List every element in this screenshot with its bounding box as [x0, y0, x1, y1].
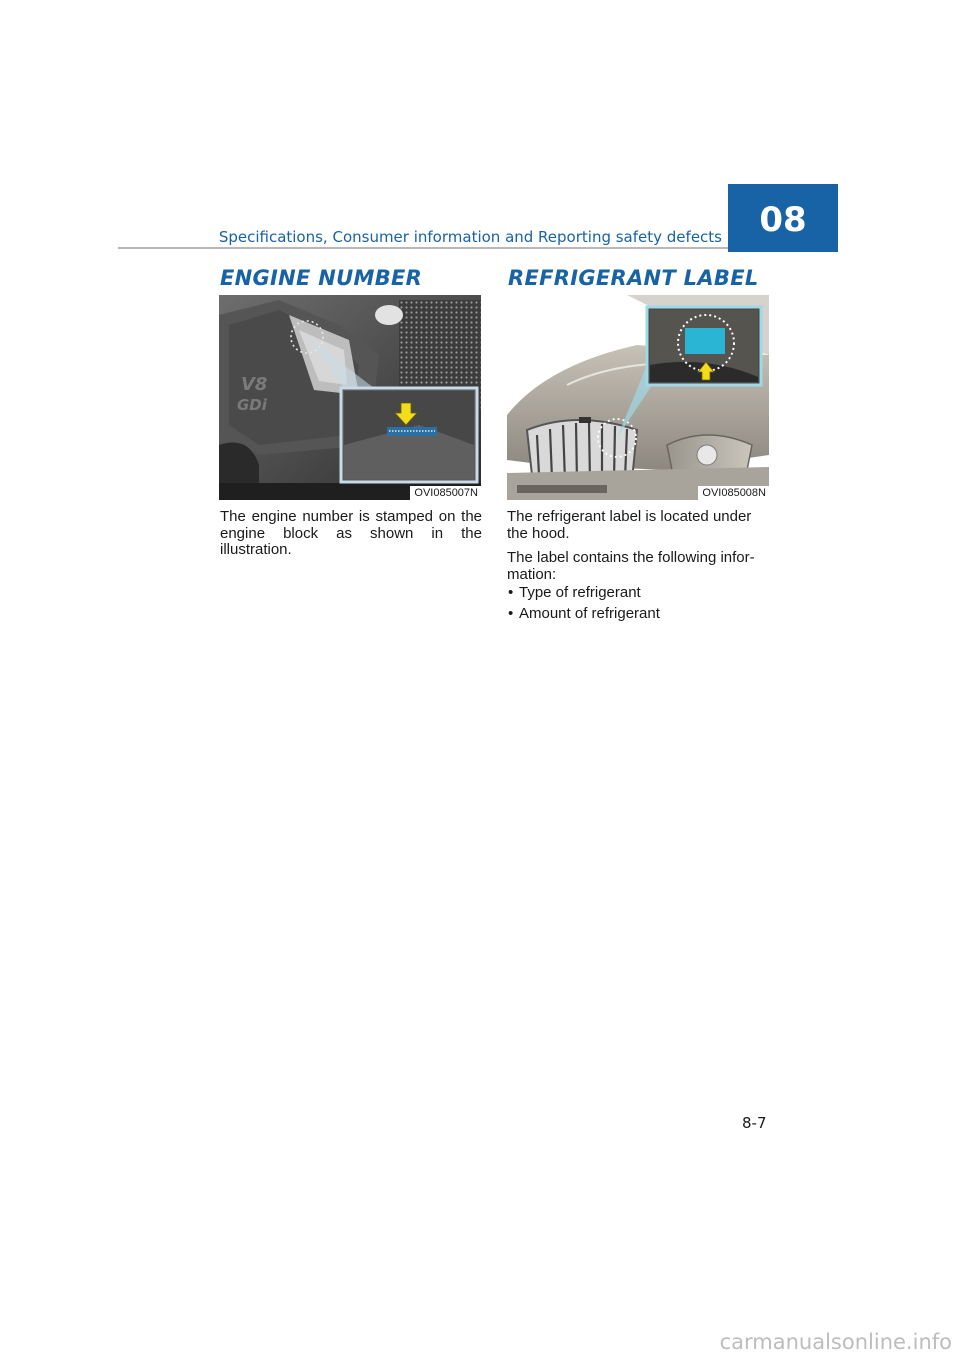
engine-number-heading: ENGINE NUMBER: [220, 266, 423, 290]
refrigerant-label-figure: [507, 295, 769, 500]
list-item: [507, 606, 772, 627]
page-number: 8-7: [742, 1114, 767, 1132]
engine-bay-illustration: [219, 295, 481, 500]
svg-text:GDi: GDi: [237, 396, 267, 414]
refrigerant-label-heading: REFRIGERANT LABEL: [508, 266, 759, 290]
header-rule: [118, 247, 728, 249]
svg-text:V8: V8: [241, 374, 268, 395]
engine-figure-code: OVI085007N: [410, 486, 481, 500]
list-item-text: Amount of refrigerant: [519, 605, 660, 622]
refrigerant-info-list: [507, 585, 772, 627]
bullet-icon: •: [508, 605, 514, 622]
engine-number-body: The engine number is stamped on the engine block as shown in the illustration.: [220, 508, 482, 558]
list-item: [507, 585, 772, 606]
car-front-illustration: [507, 295, 769, 500]
running-header-title: Specifications, Consumer information and Reporting safety defects: [218, 228, 722, 246]
watermark: carmanualsonline.info: [719, 1330, 952, 1354]
refrigerant-figure-code: OVI085008N: [698, 486, 769, 500]
chapter-tab: 08: [728, 184, 838, 252]
bullet-icon: •: [508, 584, 514, 601]
engine-number-figure: [219, 295, 481, 500]
refrigerant-para-2: The label contains the following infor-mation:: [507, 549, 755, 583]
list-item-text: Type of refrigerant: [519, 584, 641, 601]
refrigerant-para-1: The refrigerant label is located under the hood.: [507, 508, 752, 542]
